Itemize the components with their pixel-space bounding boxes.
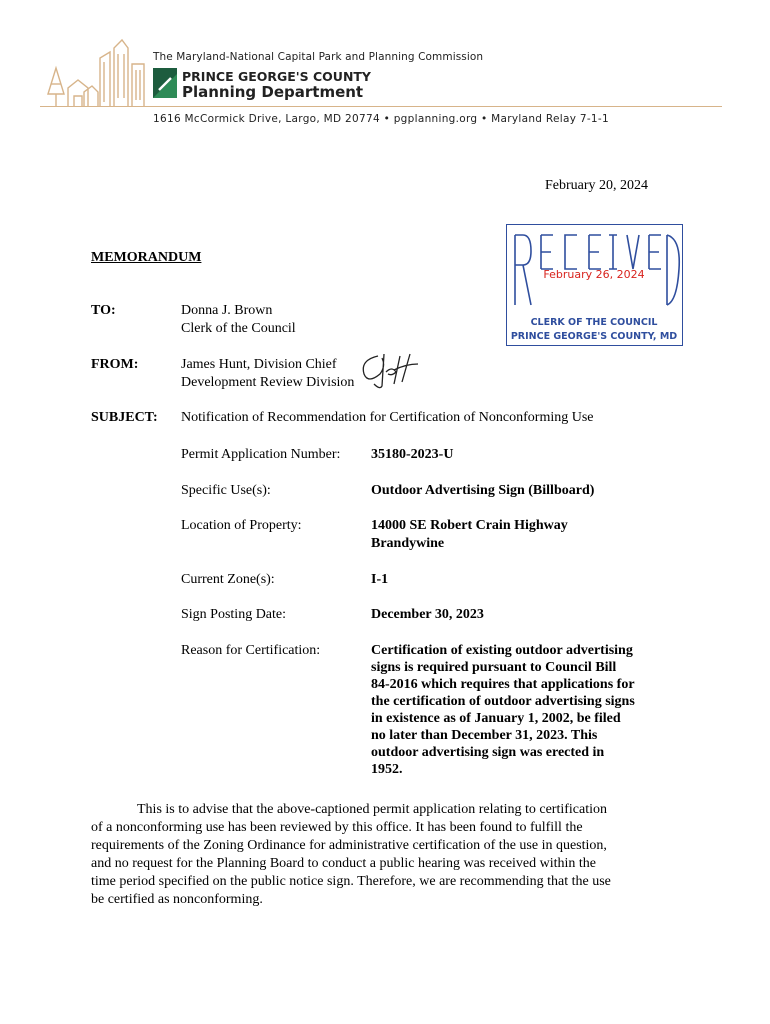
body-line: be certified as nonconforming.	[91, 892, 263, 907]
subject-label: SUBJECT:	[91, 410, 158, 425]
reason-line: in existence as of January 1, 2002, be filed	[371, 711, 621, 726]
field-label-permit: Permit Application Number:	[181, 447, 341, 462]
reason-line: the certification of outdoor advertising signs	[371, 694, 635, 709]
reason-line: signs is required pursuant to Council Bill	[371, 660, 617, 675]
body-line: of a nonconforming use has been reviewed by this office. It has been found to fulfill the	[91, 820, 583, 835]
field-label-use: Specific Use(s):	[181, 483, 271, 498]
to-label: TO:	[91, 303, 116, 318]
skyline-logo-icon	[38, 38, 148, 110]
pg-planning-logo-icon	[153, 68, 177, 98]
field-value-location: 14000 SE Robert Crain Highway	[371, 518, 568, 533]
field-value-posting-date: December 30, 2023	[371, 607, 484, 622]
to-title: Clerk of the Council	[181, 321, 296, 336]
stamp-date: February 26, 2024	[543, 268, 645, 281]
reason-line: 84-2016 which requires that applications for	[371, 677, 635, 692]
body-line: This is to advise that the above-captioned permit application relating to certification	[137, 802, 608, 817]
field-value-permit: 35180-2023-U	[371, 447, 454, 462]
body-line: time period specified on the public notice sign. Therefore, we are recommending that the use	[91, 874, 611, 889]
from-label: FROM:	[91, 357, 139, 372]
field-label-posting-date: Sign Posting Date:	[181, 607, 287, 622]
stamp-county: PRINCE GEORGE'S COUNTY, MD	[510, 331, 678, 342]
field-value-use: Outdoor Advertising Sign (Billboard)	[371, 483, 595, 498]
commission-name: The Maryland-National Capital Park and Planning Commission	[153, 51, 484, 63]
department-name: Planning Department	[182, 83, 364, 101]
reason-line: 1952.	[371, 762, 403, 777]
body-line: and no request for the Planning Board to conduct a public hearing was received within the	[91, 856, 597, 871]
stamp-office: CLERK OF THE COUNCIL	[530, 317, 658, 328]
field-label-zone: Current Zone(s):	[181, 572, 275, 587]
letterhead-address: 1616 McCormick Drive, Largo, MD 20774 • pgplanning.org • Maryland Relay 7-1-1	[153, 113, 609, 125]
received-stamp	[506, 224, 683, 346]
memo-date: February 20, 2024	[545, 178, 649, 193]
field-label-location: Location of Property:	[181, 518, 302, 533]
reason-line: outdoor advertising sign was erected in	[371, 745, 605, 760]
county-name: PRINCE GEORGE'S COUNTY	[182, 69, 371, 84]
reason-line: Certification of existing outdoor advertising	[371, 643, 633, 658]
from-title: Development Review Division	[181, 375, 355, 390]
subject-text: Notification of Recommendation for Certification of Nonconforming Use	[181, 410, 594, 425]
to-name: Donna J. Brown	[181, 303, 273, 318]
field-label-reason: Reason for Certification:	[181, 643, 321, 658]
signature-initials	[356, 350, 422, 390]
field-value-location-line2: Brandywine	[371, 536, 445, 551]
reason-line: no later than December 31, 2023. This	[371, 728, 598, 743]
from-name: James Hunt, Division Chief	[181, 357, 337, 372]
letterhead-divider	[40, 106, 722, 107]
field-value-reason	[371, 642, 671, 778]
body-line: requirements of the Zoning Ordinance for administrative certification of the use in question,	[91, 838, 607, 853]
field-value-zone: I-1	[371, 572, 389, 587]
body-paragraph	[91, 801, 651, 909]
memo-heading: MEMORANDUM	[91, 250, 202, 265]
